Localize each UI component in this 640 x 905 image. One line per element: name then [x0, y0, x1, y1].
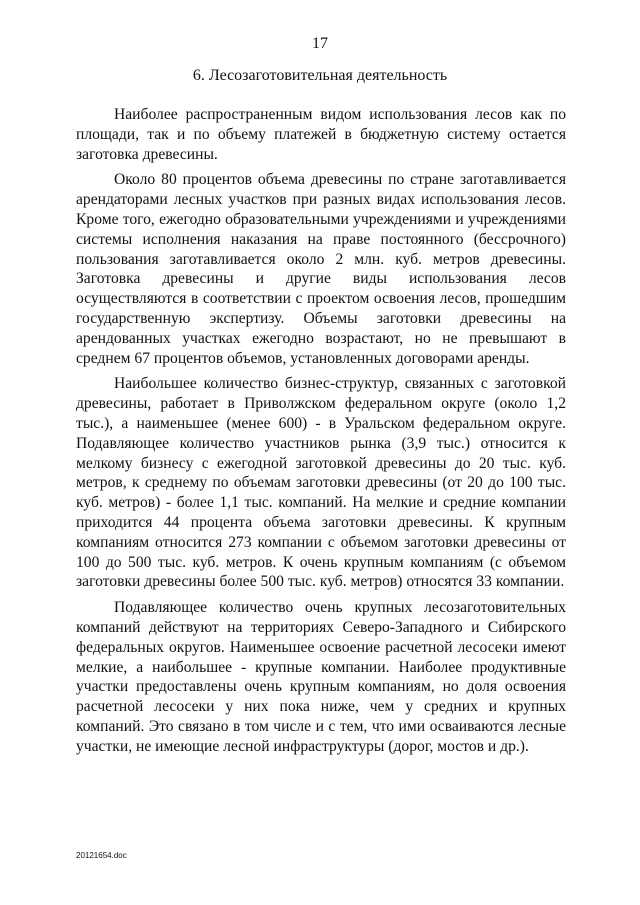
paragraph: Подавляющее количество очень крупных лесозаготовительных компаний действуют на территориях Северо-Западного и Сибирского федеральных округов. Наименьшее освоение расчетной лесосеки имеют мелкие, а наибольшее - крупные компании. Наиболее продуктивные участки предоставлены очень крупным компаниям, но доля освоения расчетной лесосеки у них пока ниже, чем у средних и крупных компаний. Это связано в том числе и с тем, что ими осваиваются лесные участки, не имеющие лесной инфраструктуры (дорог, мостов и др.).: [76, 599, 566, 755]
paragraph: Наибольшее количество бизнес-структур, связанных с заготовкой древесины, работает в Приволжском федеральном округе (около 1,2 тыс.), а наименьшее (менее 600) - в Уральском федеральном округе. Подавляющее количество участников рынка (3,9 тыс.) относится к мелкому бизнесу с ежегодной заготовкой древесины до 20 тыс. куб. метров, к среднему по объемам заготовки древесины (от 20 до 100 тыс. куб. метров) - более 1,1 тыс. компаний. На мелкие и средние компании приходится 44 процента объема заготовки древесины. К крупным компаниям относится 273 компании с объемом заготовки древесины от 100 до 500 тыс. куб. метров. К очень крупным компаниям (с объемом заготовки древесины более 500 тыс. куб. метров) относятся 33 компании.: [76, 375, 566, 591]
body-text: [76, 105, 566, 763]
paragraph: Около 80 процентов объема древесины по стране заготавливается арендаторами лесных участков при разных видах использования лесов. Кроме того, ежегодно образовательными учреждениями и учреждениями системы исполнения наказания на праве постоянного (бессрочного) пользования заготавливается около 2 млн. куб. метров древесины. Заготовка древесины и другие виды использования лесов осуществляются в соответствии с проектом освоения лесов, прошедшим государственную экспертизу. Объемы заготовки древесины на арендованных участках ежегодно возрастают, но не превышают в среднем 67 процентов объемов, установленных договорами аренды.: [76, 171, 566, 367]
paragraph: Наиболее распространенным видом использования лесов как по площади, так и по объему платежей в бюджетную систему остается заготовка древесины.: [76, 106, 566, 163]
section-heading: 6. Лесозаготовительная деятельность: [192, 67, 448, 84]
page-number: 17: [312, 35, 328, 52]
footer-filename: 20121654.doc: [76, 851, 127, 860]
